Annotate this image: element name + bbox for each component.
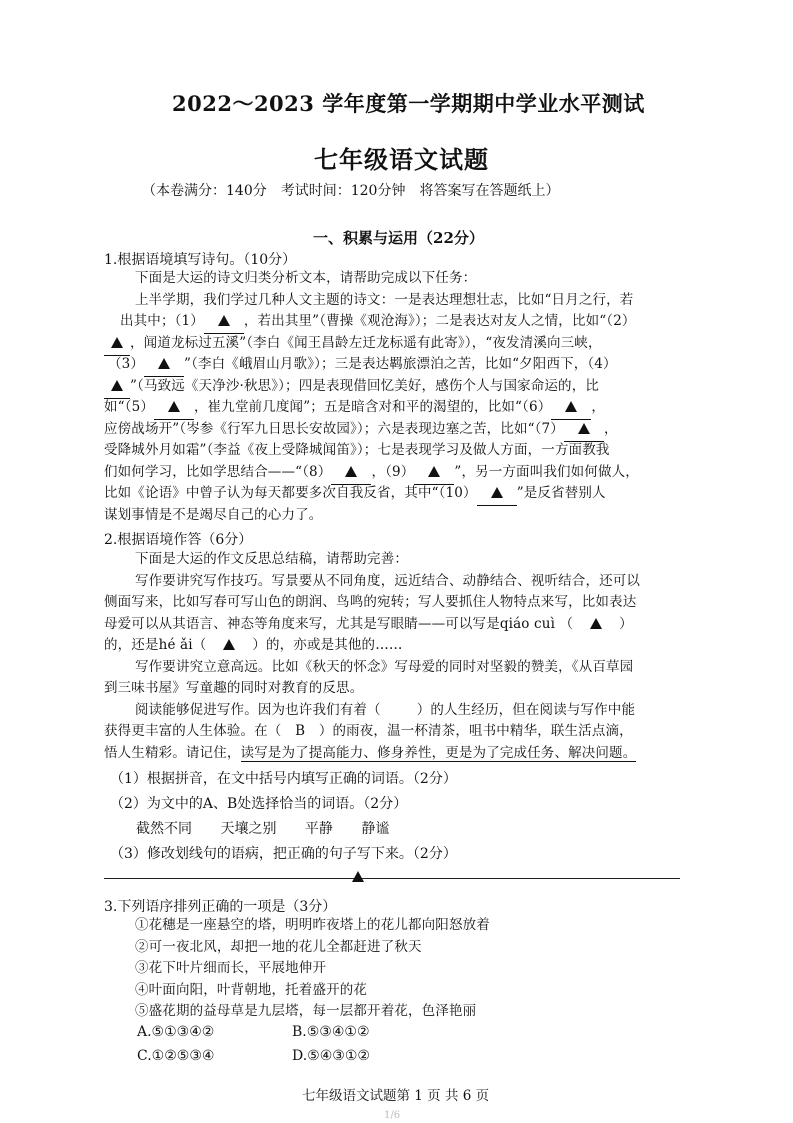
text-line — [108, 354, 617, 377]
question-2-label: 2.根据语境作答（6分） — [104, 532, 253, 548]
answer-blank — [551, 397, 591, 420]
text-segment: 如“（5） — [104, 399, 154, 415]
triangle-icon — [111, 380, 123, 391]
section-heading: 一、积累与运用（22分） — [313, 229, 484, 247]
text-line: 上半学期，我们学过几种人文主题的诗文：一是表达理想壮志，比如“日月之行，若 — [135, 292, 634, 308]
question-3-label: 3.下列语序排列正确的一项是（3分） — [104, 899, 337, 915]
exam-info: （本卷满分：140分 考试时间：120分钟 将答案写在答题纸上） — [142, 183, 560, 199]
list-item: ④叶面向阳，叶背朝地，托着盛开的花 — [135, 982, 368, 998]
text-segment: ）的人生经历，但在阅读与写作中能 — [416, 702, 636, 718]
choice-word: 静谧 — [361, 821, 390, 837]
subquestion-1: （1）根据拼音，在文中括号内填写正确的词语。（2分） — [110, 771, 457, 787]
text-segment: 阅读能够促进写作。因为也许我们有着（ — [135, 702, 381, 718]
text-segment: ， — [591, 399, 605, 415]
text-line — [104, 462, 639, 485]
text-line — [104, 397, 605, 420]
text-segment: ）的，亦或是其他的…… — [252, 637, 403, 653]
triangle-icon — [111, 337, 123, 348]
text-segment: （3） — [108, 356, 145, 372]
triangle-icon — [565, 401, 577, 412]
text-segment: 们如何学习，比如学思结合——“（8） — [104, 464, 332, 480]
text-line — [120, 311, 636, 334]
triangle-icon — [590, 618, 602, 629]
text-segment: ，崔九堂前几度闻”；五是暗含对和平的渴望的，比如“（6） — [194, 399, 552, 415]
triangle-icon — [158, 358, 170, 369]
word-choices — [136, 818, 389, 838]
text-line — [104, 376, 599, 399]
text-segment: ”（马致远《天净沙·秋思》）；四是表现借回忆美好，感伤个人与国家命运的，比 — [130, 378, 599, 394]
text-line: 谋划事情是不是竭尽自己的心力了。 — [104, 507, 323, 523]
option-a: A.⑤①③④② — [137, 1024, 215, 1040]
answer-blank — [154, 397, 194, 420]
triangle-icon — [352, 871, 364, 882]
text-segment: ， — [603, 421, 618, 437]
text-line — [104, 635, 403, 657]
answer-blank — [104, 333, 130, 356]
choice-word: 截然不同 — [136, 821, 192, 837]
text-segment: ”（李白《峨眉山月歌》）；三是表达羁旅漂泊之苦，比如“夕阳西下，（4） — [184, 356, 617, 372]
triangle-icon — [491, 487, 503, 498]
text-segment: 母爱可以从其语言、神态等角度来写，尤其是写眼睛——可以写是qiáo cuì （ — [104, 616, 574, 632]
triangle-icon — [168, 401, 180, 412]
answer-blank — [414, 462, 454, 485]
page-footer: 七年级语文试题第 1 页 共 6 页 — [302, 1088, 490, 1104]
list-item: ③花下叶片细而长，平展地伸开 — [135, 960, 327, 976]
triangle-icon — [218, 315, 230, 326]
answer-blank — [206, 635, 252, 657]
answer-blank — [204, 311, 244, 334]
answer-blank — [477, 483, 517, 506]
exam-title: 2022～2023 学年度第一学期期中学业水平测试 — [172, 91, 645, 116]
text-segment: ”是反省替别人 — [516, 485, 606, 501]
choice-word: 天壤之别 — [220, 821, 277, 837]
list-item: ①花穗是一座悬空的塔，明明昨夜塔上的花儿都向阳怒放着 — [135, 917, 490, 933]
answer-blank — [104, 376, 130, 399]
answer-blank — [573, 614, 619, 636]
triangle-icon — [345, 466, 357, 477]
text-line — [104, 743, 636, 765]
text-line: 受降城外月如霜”（李益《夜上受降城闻笛》）；七是表现学习及做人方面，一方面教我 — [104, 442, 610, 458]
answer-blank — [331, 462, 371, 485]
text-segment: 比如《论语》中曾子认为每天都要多次自我反省，其中“（10） — [104, 485, 477, 501]
answer-blank — [564, 419, 604, 442]
text-segment: ，（9） — [371, 464, 415, 480]
text-segment: 出其中；（1） — [120, 313, 204, 329]
triangle-icon — [223, 639, 235, 650]
text-line — [135, 700, 635, 722]
triangle-icon — [578, 423, 590, 434]
answer-line — [104, 878, 680, 879]
text-line: 到三味书屋》写童趣的同时对教育的反思。 — [104, 680, 364, 696]
text-segment: ） — [619, 616, 633, 632]
question-1-label: 1.根据语境填写诗句。（10分） — [104, 252, 297, 268]
text-line: 写作要讲究写作技巧。写景要从不同角度，远近结合、动静结合、视听结合，还可以 — [135, 573, 641, 589]
text-line — [104, 419, 618, 442]
answer-blank — [144, 354, 184, 377]
text-segment: 悟人生精彩。请记住， — [104, 745, 241, 761]
choice-word: 平静 — [304, 821, 333, 837]
exam-subtitle: 七年级语文试题 — [314, 145, 489, 174]
underlined-sentence: 读写是为了提高能力、修身养性，更是为了完成任务、解决问题。 — [240, 745, 637, 761]
text-line — [104, 483, 606, 506]
text-line: 下面是大运的诗文归类分析文本，请帮助完成以下任务： — [135, 270, 477, 286]
answer-marker — [346, 866, 370, 885]
text-line: 写作要讲究立意高远。比如《秋天的怀念》写母爱的同时对坚毅的赞美，《从百草园 — [135, 659, 634, 675]
list-item: ⑤盛花期的益母草是九层塔，每一层都开着花，色泽艳丽 — [135, 1003, 477, 1019]
option-b: B.⑤③④①② — [292, 1024, 370, 1040]
text-segment: ”，另一方面叫我们如何做人， — [454, 464, 639, 480]
list-item: ②可一夜北风，却把一地的花儿全都赶进了秋天 — [135, 939, 422, 955]
subquestion-2: （2）为文中的A、B处选择恰当的词语。（2分） — [110, 796, 408, 812]
text-segment: 的，还是hé ǎi（ — [104, 637, 207, 653]
text-line: 侧面写来，比如写春可写山色的朗润、鸟鸣的宛转；写人要抓住人物特点来写，比如表达 — [104, 594, 637, 610]
option-d: D.⑤④③①② — [292, 1048, 370, 1064]
text-line — [104, 333, 602, 356]
text-segment: ，若出其里”（曹操《观沧海》）；二是表达对友人之情，比如“（2） — [243, 313, 636, 329]
text-segment: ，闻道龙标过五溪”（李白《闻王昌龄左迁龙标遥有此寄》），“夜发清溪向三峡， — [130, 335, 602, 351]
text-segment: 应傍战场开”（岑参《行军九日思长安故园》）；六是表现边塞之苦，比如“（7） — [104, 421, 564, 437]
text-line: 获得更丰富的人生体验。在（ B ）的雨夜，温一杯清茶，咀书中精华，联生活点滴， — [104, 723, 633, 739]
triangle-icon — [428, 466, 440, 477]
page-number-faint: 1/6 — [384, 1110, 401, 1121]
option-c: C.①②⑤③④ — [137, 1048, 215, 1064]
text-line — [104, 614, 633, 636]
text-line: 下面是大运的作文反思总结稿，请帮助完善： — [135, 551, 408, 567]
subquestion-3: （3）修改划线句的语病，把正确的句子写下来。（2分） — [110, 846, 457, 862]
